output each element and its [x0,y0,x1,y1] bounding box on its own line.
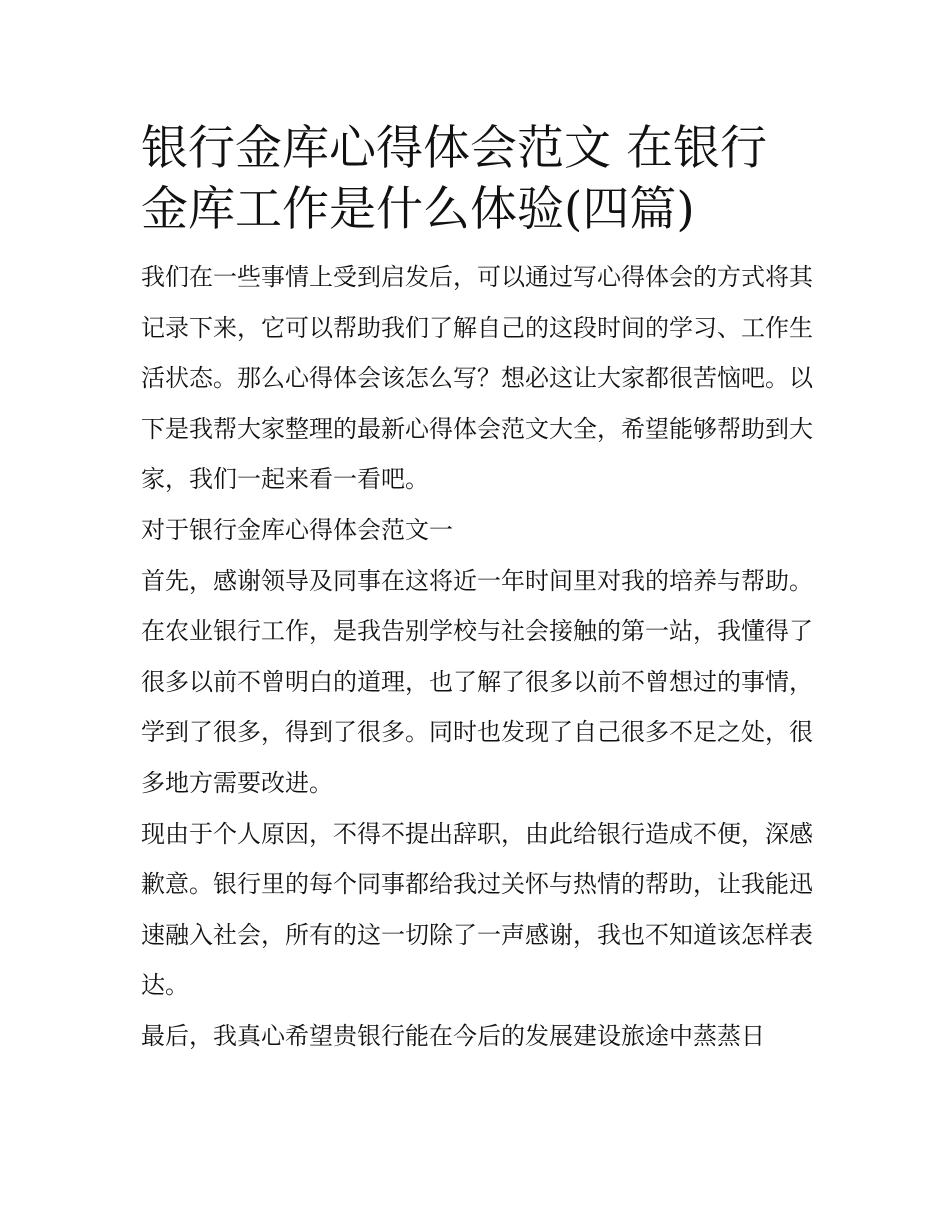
body-paragraph: 最后，我真心希望贵银行能在今后的发展建设旅途中蒸蒸日 [141,1021,765,1050]
body-paragraph: 现由于个人原因，不得不提出辞职，由此给银行造成不便，深感歉意。银行里的每个同事都给我过关怀与热情的帮助，让我能迅速融入社会，所有的这一切除了一声感谢，我也不知道该怎样表达。 [141,819,813,1000]
document-title: 银行金库心得体会范文 在银行金库工作是什么体验(四篇) [141,121,767,237]
document-body [141,252,813,1062]
section-heading: 对于银行金库心得体会范文一 [141,515,453,544]
body-paragraph: 首先，感谢领导及同事在这将近一年时间里对我的培养与帮助。在农业银行工作，是我告别学校与社会接触的第一站，我懂得了很多以前不曾明白的道理，也了解了很多以前不曾想过的事情，学到了很多，得到了很多。同时也发现了自己很多不足之处，很多地方需要改进。 [141,566,813,797]
intro-paragraph: 我们在一些事情上受到启发后，可以通过写心得体会的方式将其记录下来，它可以帮助我们了解自己的这段时间的学习、工作生活状态。那么心得体会该怎么写？想必这让大家都很苦恼吧。以下是我帮大家整理的最新心得体会范文大全，希望能够帮助到大家，我们一起来看一看吧。 [141,263,813,494]
document-content [141,118,813,1062]
